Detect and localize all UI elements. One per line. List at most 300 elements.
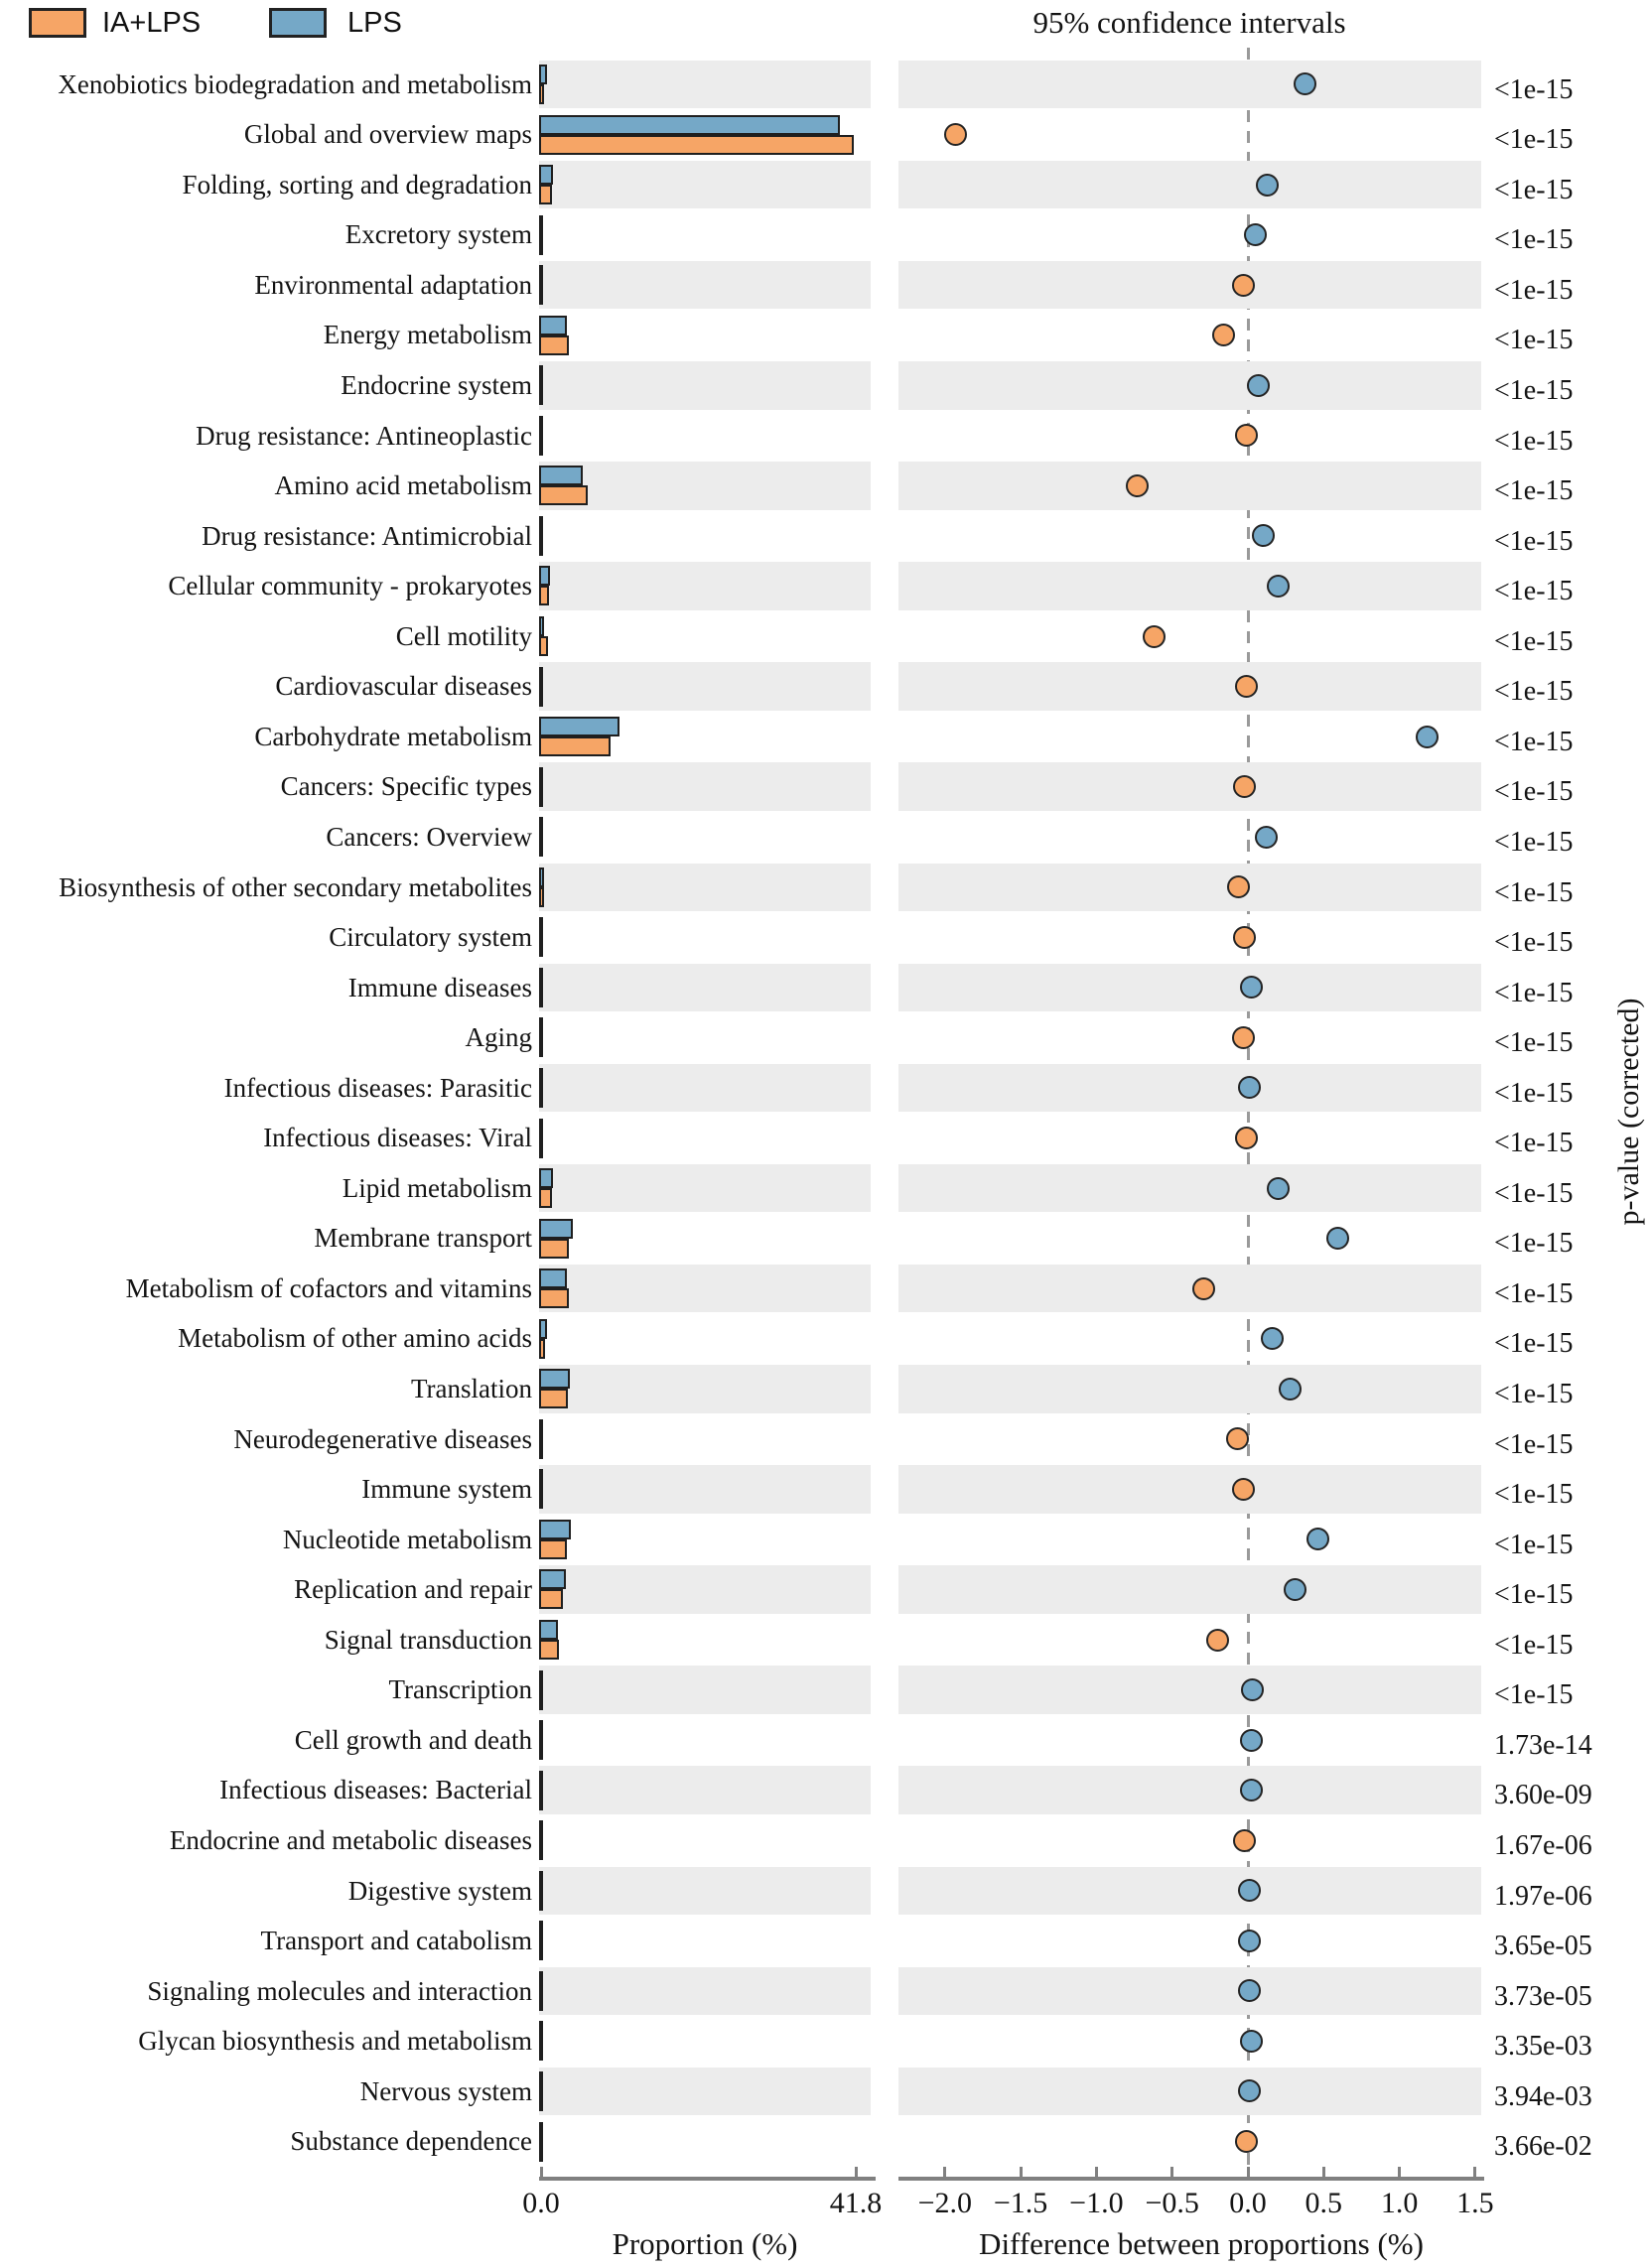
ia-lps-proportion-bar: [539, 1088, 543, 1108]
ia-lps-proportion-bar: [539, 636, 548, 656]
table-row: [0, 1515, 1649, 1565]
row-band-left: [539, 1867, 871, 1916]
category-label: Glycan biosynthesis and metabolism: [138, 2026, 532, 2057]
ia-lps-proportion-bar: [539, 2091, 543, 2111]
lps-proportion-bar: [539, 616, 544, 636]
lps-proportion-bar: [539, 767, 543, 787]
category-label: Infectious diseases: Bacterial: [219, 1775, 532, 1805]
lps-proportion-bar: [539, 65, 547, 84]
category-label: Infectious diseases: Viral: [263, 1123, 532, 1153]
ia-lps-proportion-bar: [539, 1037, 543, 1057]
p-value: <1e-15: [1494, 1529, 1574, 1560]
lps-proportion-bar: [539, 1569, 566, 1589]
category-label: Energy metabolism: [323, 320, 532, 350]
p-value: <1e-15: [1494, 1679, 1574, 1711]
ia-lps-proportion-bar: [539, 235, 543, 255]
p-value: <1e-15: [1494, 1128, 1574, 1159]
confidence-interval-title: 95% confidence intervals: [1032, 5, 1346, 40]
proportion-axis-line: [539, 2177, 876, 2181]
ia-lps-proportion-bar: [539, 1288, 569, 1308]
table-row: [0, 60, 1649, 110]
ia-lps-proportion-bar: [539, 787, 543, 807]
category-label: Global and overview maps: [243, 119, 532, 150]
legend-swatch-lps: [269, 8, 327, 38]
table-row: [0, 561, 1649, 611]
difference-dot: [1238, 1930, 1261, 1952]
category-label: Cancers: Specific types: [280, 771, 532, 802]
ia-lps-proportion-bar: [539, 586, 549, 605]
category-label: Digestive system: [347, 1875, 532, 1906]
row-band-left: [539, 361, 871, 410]
lps-proportion-bar: [539, 667, 543, 687]
lps-proportion-bar: [539, 2071, 543, 2091]
row-band-right: [898, 1565, 1481, 1614]
row-band-left: [539, 964, 871, 1012]
lps-proportion-bar: [539, 1419, 543, 1439]
category-label: Cellular community - prokaryotes: [168, 571, 532, 601]
row-band-left: [539, 161, 871, 209]
category-label: Signal transduction: [324, 1624, 532, 1655]
ia-lps-proportion-bar: [539, 1991, 543, 2011]
axis-tick-label: 0.5: [1305, 2187, 1343, 2219]
table-row: [0, 1564, 1649, 1615]
row-band-right: [898, 864, 1481, 912]
table-row: [0, 1866, 1649, 1917]
difference-dot: [1143, 625, 1166, 648]
legend-label-ia-lps: IA+LPS: [102, 7, 202, 39]
difference-dot: [944, 123, 967, 146]
p-value-axis-label: p-value (corrected): [1612, 998, 1645, 1226]
category-label: Folding, sorting and degradation: [182, 169, 532, 200]
proportion-axis-title: Proportion (%): [612, 2226, 798, 2261]
row-band-left: [539, 261, 871, 310]
lps-proportion-bar: [539, 1017, 543, 1037]
category-label: Cell growth and death: [294, 1724, 532, 1755]
category-label: Membrane transport: [314, 1223, 532, 1254]
p-value: <1e-15: [1494, 1579, 1574, 1611]
ia-lps-proportion-bar: [539, 687, 543, 707]
lps-proportion-bar: [539, 717, 619, 736]
difference-dot: [1240, 1779, 1263, 1801]
lps-proportion-bar: [539, 115, 840, 135]
difference-dot: [1252, 524, 1275, 547]
row-band-left: [539, 1666, 871, 1714]
lps-proportion-bar: [539, 1119, 543, 1138]
lps-proportion-bar: [539, 1921, 543, 1940]
row-band-right: [898, 61, 1481, 109]
category-label: Immune system: [361, 1474, 532, 1505]
axis-tick-label: 0.0: [1229, 2187, 1267, 2219]
difference-dot: [1240, 976, 1263, 999]
axis-tick: [540, 2167, 543, 2177]
ia-lps-proportion-bar: [539, 988, 543, 1007]
difference-dot: [1126, 474, 1149, 497]
category-label: Nucleotide metabolism: [282, 1524, 532, 1554]
ia-lps-proportion-bar: [539, 2041, 543, 2061]
difference-dot: [1192, 1277, 1215, 1300]
table-row: [0, 1615, 1649, 1666]
table-row: [0, 461, 1649, 511]
row-band-right: [898, 361, 1481, 410]
row-band-left: [539, 1164, 871, 1213]
table-row: [0, 863, 1649, 913]
difference-dot: [1233, 926, 1256, 949]
category-label: Aging: [465, 1022, 532, 1053]
category-label: Signaling molecules and interaction: [147, 1975, 532, 2006]
row-band-left: [539, 1565, 871, 1614]
p-value: <1e-15: [1494, 876, 1574, 908]
row-band-right: [898, 562, 1481, 610]
p-value: 1.67e-06: [1494, 1829, 1592, 1861]
difference-dot: [1306, 1528, 1329, 1550]
p-value: <1e-15: [1494, 927, 1574, 959]
category-label: Carbohydrate metabolism: [254, 721, 532, 751]
category-label: Transcription: [388, 1674, 532, 1705]
axis-tick: [1322, 2167, 1325, 2177]
ia-lps-proportion-bar: [539, 1339, 545, 1359]
axis-tick: [1247, 2167, 1250, 2177]
table-row: [0, 310, 1649, 360]
table-row: [0, 209, 1649, 260]
lps-proportion-bar: [539, 466, 583, 485]
lps-proportion-bar: [539, 1820, 543, 1840]
row-band-right: [898, 462, 1481, 510]
ia-lps-proportion-bar: [539, 1589, 563, 1609]
lps-proportion-bar: [539, 1469, 543, 1489]
table-row: [0, 260, 1649, 311]
difference-dot: [1212, 324, 1235, 346]
table-row: [0, 411, 1649, 462]
row-band-right: [898, 762, 1481, 811]
table-row: [0, 1012, 1649, 1063]
ia-lps-proportion-bar: [539, 185, 552, 204]
difference-dot: [1240, 2030, 1263, 2053]
table-row: [0, 2067, 1649, 2117]
lps-proportion-bar: [539, 1068, 543, 1088]
lps-proportion-bar: [539, 566, 550, 586]
row-band-right: [898, 964, 1481, 1012]
table-row: [0, 1063, 1649, 1114]
difference-dot: [1235, 1127, 1258, 1149]
row-band-left: [539, 1967, 871, 2016]
lps-proportion-bar: [539, 1720, 543, 1740]
row-band-right: [898, 662, 1481, 711]
p-value: <1e-15: [1494, 1277, 1574, 1309]
table-row: [0, 661, 1649, 712]
ia-lps-proportion-bar: [539, 536, 543, 556]
p-value: <1e-15: [1494, 375, 1574, 406]
p-value: <1e-15: [1494, 726, 1574, 757]
p-value: 3.65e-05: [1494, 1931, 1592, 1962]
p-value: <1e-15: [1494, 73, 1574, 105]
ia-lps-proportion-bar: [539, 1891, 543, 1911]
category-label: Lipid metabolism: [342, 1172, 532, 1203]
difference-dot: [1267, 575, 1290, 598]
row-band-right: [898, 1967, 1481, 2016]
difference-dot: [1326, 1227, 1349, 1250]
row-band-left: [539, 864, 871, 912]
row-band-left: [539, 1064, 871, 1113]
row-band-left: [539, 662, 871, 711]
p-value: <1e-15: [1494, 1177, 1574, 1209]
ia-lps-proportion-bar: [539, 335, 569, 355]
row-band-left: [539, 762, 871, 811]
row-band-right: [898, 2068, 1481, 2116]
row-band-left: [539, 1365, 871, 1413]
difference-dot: [1233, 1829, 1256, 1852]
axis-tick: [1398, 2167, 1401, 2177]
p-value: <1e-15: [1494, 1379, 1574, 1409]
table-row: [0, 160, 1649, 210]
lps-proportion-bar: [539, 1369, 570, 1389]
ia-lps-proportion-bar: [539, 2142, 543, 2162]
ia-lps-proportion-bar: [539, 1940, 543, 1960]
axis-tick-label: 1.0: [1380, 2187, 1419, 2219]
ia-lps-proportion-bar: [539, 1640, 559, 1660]
p-value: <1e-15: [1494, 1428, 1574, 1460]
table-row: [0, 1966, 1649, 2017]
difference-dot: [1416, 726, 1439, 748]
row-band-right: [898, 1265, 1481, 1313]
axis-tick-label: −2.0: [917, 2187, 973, 2219]
ia-lps-proportion-bar: [539, 1690, 543, 1710]
lps-proportion-bar: [539, 1670, 543, 1690]
p-value: <1e-15: [1494, 1479, 1574, 1511]
category-label: Drug resistance: Antimicrobial: [202, 520, 532, 551]
row-band-right: [898, 1164, 1481, 1213]
category-label: Immune diseases: [347, 972, 532, 1002]
ia-lps-proportion-bar: [539, 1489, 543, 1509]
difference-dot: [1206, 1629, 1229, 1652]
ia-lps-proportion-bar: [539, 135, 854, 155]
category-label: Nervous system: [359, 2075, 532, 2106]
axis-tick-label: −1.0: [1069, 2187, 1124, 2219]
lps-proportion-bar: [539, 917, 543, 937]
category-label: Endocrine and metabolic diseases: [169, 1824, 532, 1855]
lps-proportion-bar: [539, 516, 543, 536]
ia-lps-proportion-bar: [539, 1791, 543, 1810]
category-label: Amino acid metabolism: [274, 470, 532, 501]
lps-proportion-bar: [539, 1771, 543, 1791]
row-band-right: [898, 161, 1481, 209]
axis-tick-label: −0.5: [1145, 2187, 1199, 2219]
lps-proportion-bar: [539, 1971, 543, 1991]
axis-tick-label: 0.0: [522, 2187, 560, 2219]
difference-dot: [1235, 675, 1258, 698]
p-value: <1e-15: [1494, 625, 1574, 657]
ia-lps-proportion-bar: [539, 837, 543, 857]
table-row: [0, 912, 1649, 963]
p-value: 3.94e-03: [1494, 2080, 1592, 2112]
p-value: <1e-15: [1494, 174, 1574, 205]
table-row: [0, 812, 1649, 863]
ia-lps-proportion-bar: [539, 1840, 543, 1860]
category-label: Environmental adaptation: [254, 269, 532, 300]
category-label: Translation: [410, 1374, 532, 1403]
difference-dot: [1244, 223, 1267, 246]
row-band-left: [539, 2068, 871, 2116]
category-label: Cardiovascular diseases: [275, 671, 532, 702]
category-label: Metabolism of cofactors and vitamins: [125, 1272, 532, 1303]
ia-lps-proportion-bar: [539, 736, 611, 756]
p-value: 3.60e-09: [1494, 1780, 1592, 1811]
category-label: Biosynthesis of other secondary metabolites: [59, 871, 532, 902]
axis-tick: [943, 2167, 946, 2177]
p-value: <1e-15: [1494, 475, 1574, 507]
table-row: [0, 511, 1649, 562]
difference-axis-line: [898, 2177, 1484, 2181]
lps-proportion-bar: [539, 968, 543, 988]
p-value: <1e-15: [1494, 1629, 1574, 1661]
row-band-left: [539, 562, 871, 610]
lps-proportion-bar: [539, 1871, 543, 1891]
table-row: [0, 1665, 1649, 1715]
table-row: [0, 761, 1649, 812]
lps-proportion-bar: [539, 1319, 547, 1339]
lps-proportion-bar: [539, 1219, 573, 1239]
row-band-left: [539, 1465, 871, 1514]
difference-dot: [1232, 1478, 1255, 1501]
table-row: [0, 1464, 1649, 1515]
lps-proportion-bar: [539, 1168, 553, 1188]
difference-dot: [1255, 826, 1278, 849]
axis-tick: [855, 2167, 858, 2177]
table-row: [0, 1313, 1649, 1364]
axis-tick: [1170, 2167, 1173, 2177]
difference-dot: [1226, 1427, 1249, 1450]
p-value: <1e-15: [1494, 776, 1574, 808]
table-row: [0, 1916, 1649, 1966]
table-row: [0, 2016, 1649, 2067]
category-label: Transport and catabolism: [260, 1926, 532, 1956]
axis-tick: [1473, 2167, 1476, 2177]
lps-proportion-bar: [539, 265, 543, 285]
row-band-right: [898, 1365, 1481, 1413]
p-value: <1e-15: [1494, 274, 1574, 306]
table-row: [0, 1113, 1649, 1163]
p-value: <1e-15: [1494, 1328, 1574, 1360]
difference-dot: [1240, 1729, 1263, 1752]
ia-lps-proportion-bar: [539, 1539, 567, 1559]
category-label: Excretory system: [344, 219, 532, 250]
p-value: 3.35e-03: [1494, 2031, 1592, 2063]
ia-lps-proportion-bar: [539, 1740, 543, 1760]
table-row: [0, 1213, 1649, 1264]
difference-dot: [1235, 424, 1258, 447]
ia-lps-proportion-bar: [539, 436, 543, 456]
legend-label-lps: LPS: [347, 7, 402, 39]
table-row: [0, 712, 1649, 762]
difference-dot: [1232, 1026, 1255, 1049]
category-label: Metabolism of other amino acids: [178, 1323, 532, 1354]
p-value: <1e-15: [1494, 1077, 1574, 1109]
lps-proportion-bar: [539, 2021, 543, 2041]
ia-lps-proportion-bar: [539, 1439, 543, 1459]
lps-proportion-bar: [539, 1520, 571, 1539]
p-value: <1e-15: [1494, 325, 1574, 356]
row-band-left: [539, 1265, 871, 1313]
category-label: Replication and repair: [294, 1574, 532, 1605]
table-row: [0, 1163, 1649, 1214]
difference-dot: [1241, 1678, 1264, 1701]
row-band-right: [898, 1064, 1481, 1113]
table-row: [0, 1414, 1649, 1465]
p-value: <1e-15: [1494, 224, 1574, 256]
category-label: Substance dependence: [290, 2126, 532, 2157]
difference-axis-title: Difference between proportions (%): [979, 2226, 1424, 2261]
p-value: <1e-15: [1494, 124, 1574, 156]
category-label: Cancers: Overview: [326, 821, 532, 852]
p-value: <1e-15: [1494, 676, 1574, 708]
table-row: [0, 2116, 1649, 2167]
p-value: <1e-15: [1494, 525, 1574, 557]
category-label: Drug resistance: Antineoplastic: [196, 420, 532, 451]
difference-dot: [1261, 1327, 1284, 1350]
row-band-right: [898, 261, 1481, 310]
difference-dot: [1279, 1378, 1302, 1401]
lps-proportion-bar: [539, 165, 553, 185]
row-band-left: [539, 462, 871, 510]
lps-proportion-bar: [539, 416, 543, 436]
ia-lps-proportion-bar: [539, 1138, 543, 1158]
difference-dot: [1232, 274, 1255, 297]
ia-lps-proportion-bar: [539, 285, 543, 305]
difference-dot: [1247, 374, 1270, 397]
p-value: 1.73e-14: [1494, 1729, 1592, 1761]
table-row: [0, 360, 1649, 411]
legend-swatch-ia-lps: [29, 8, 86, 38]
axis-tick: [1020, 2167, 1023, 2177]
row-band-right: [898, 1766, 1481, 1814]
p-value: <1e-15: [1494, 826, 1574, 858]
row-band-left: [539, 1766, 871, 1814]
lps-proportion-bar: [539, 2122, 543, 2142]
row-band-right: [898, 1465, 1481, 1514]
ia-lps-proportion-bar: [539, 887, 544, 907]
table-row: [0, 1715, 1649, 1766]
p-value: 3.73e-05: [1494, 1980, 1592, 2012]
table-row: [0, 1264, 1649, 1314]
table-row: [0, 1364, 1649, 1414]
category-label: Infectious diseases: Parasitic: [223, 1072, 532, 1103]
table-row: [0, 611, 1649, 662]
category-label: Xenobiotics biodegradation and metabolism: [58, 68, 532, 99]
row-band-right: [898, 1867, 1481, 1916]
ia-lps-proportion-bar: [539, 1389, 568, 1408]
axis-tick-label: −1.5: [993, 2187, 1048, 2219]
category-label: Endocrine system: [341, 370, 532, 400]
ia-lps-proportion-bar: [539, 1188, 552, 1208]
p-value: <1e-15: [1494, 1027, 1574, 1059]
p-value: 1.97e-06: [1494, 1880, 1592, 1912]
axis-tick-label: 41.8: [829, 2187, 883, 2219]
category-label: Neurodegenerative diseases: [233, 1423, 532, 1454]
ia-lps-proportion-bar: [539, 1239, 569, 1259]
lps-proportion-bar: [539, 817, 543, 837]
ia-lps-proportion-bar: [539, 385, 543, 405]
difference-dot: [1235, 2130, 1258, 2153]
difference-dot: [1256, 174, 1279, 197]
lps-proportion-bar: [539, 1268, 567, 1288]
p-value: <1e-15: [1494, 1228, 1574, 1260]
table-row: [0, 109, 1649, 160]
ia-lps-proportion-bar: [539, 485, 588, 505]
axis-tick-label: 1.5: [1456, 2187, 1494, 2219]
lps-proportion-bar: [539, 1620, 558, 1640]
lps-proportion-bar: [539, 867, 544, 887]
ia-lps-proportion-bar: [539, 937, 543, 957]
table-row: [0, 963, 1649, 1013]
